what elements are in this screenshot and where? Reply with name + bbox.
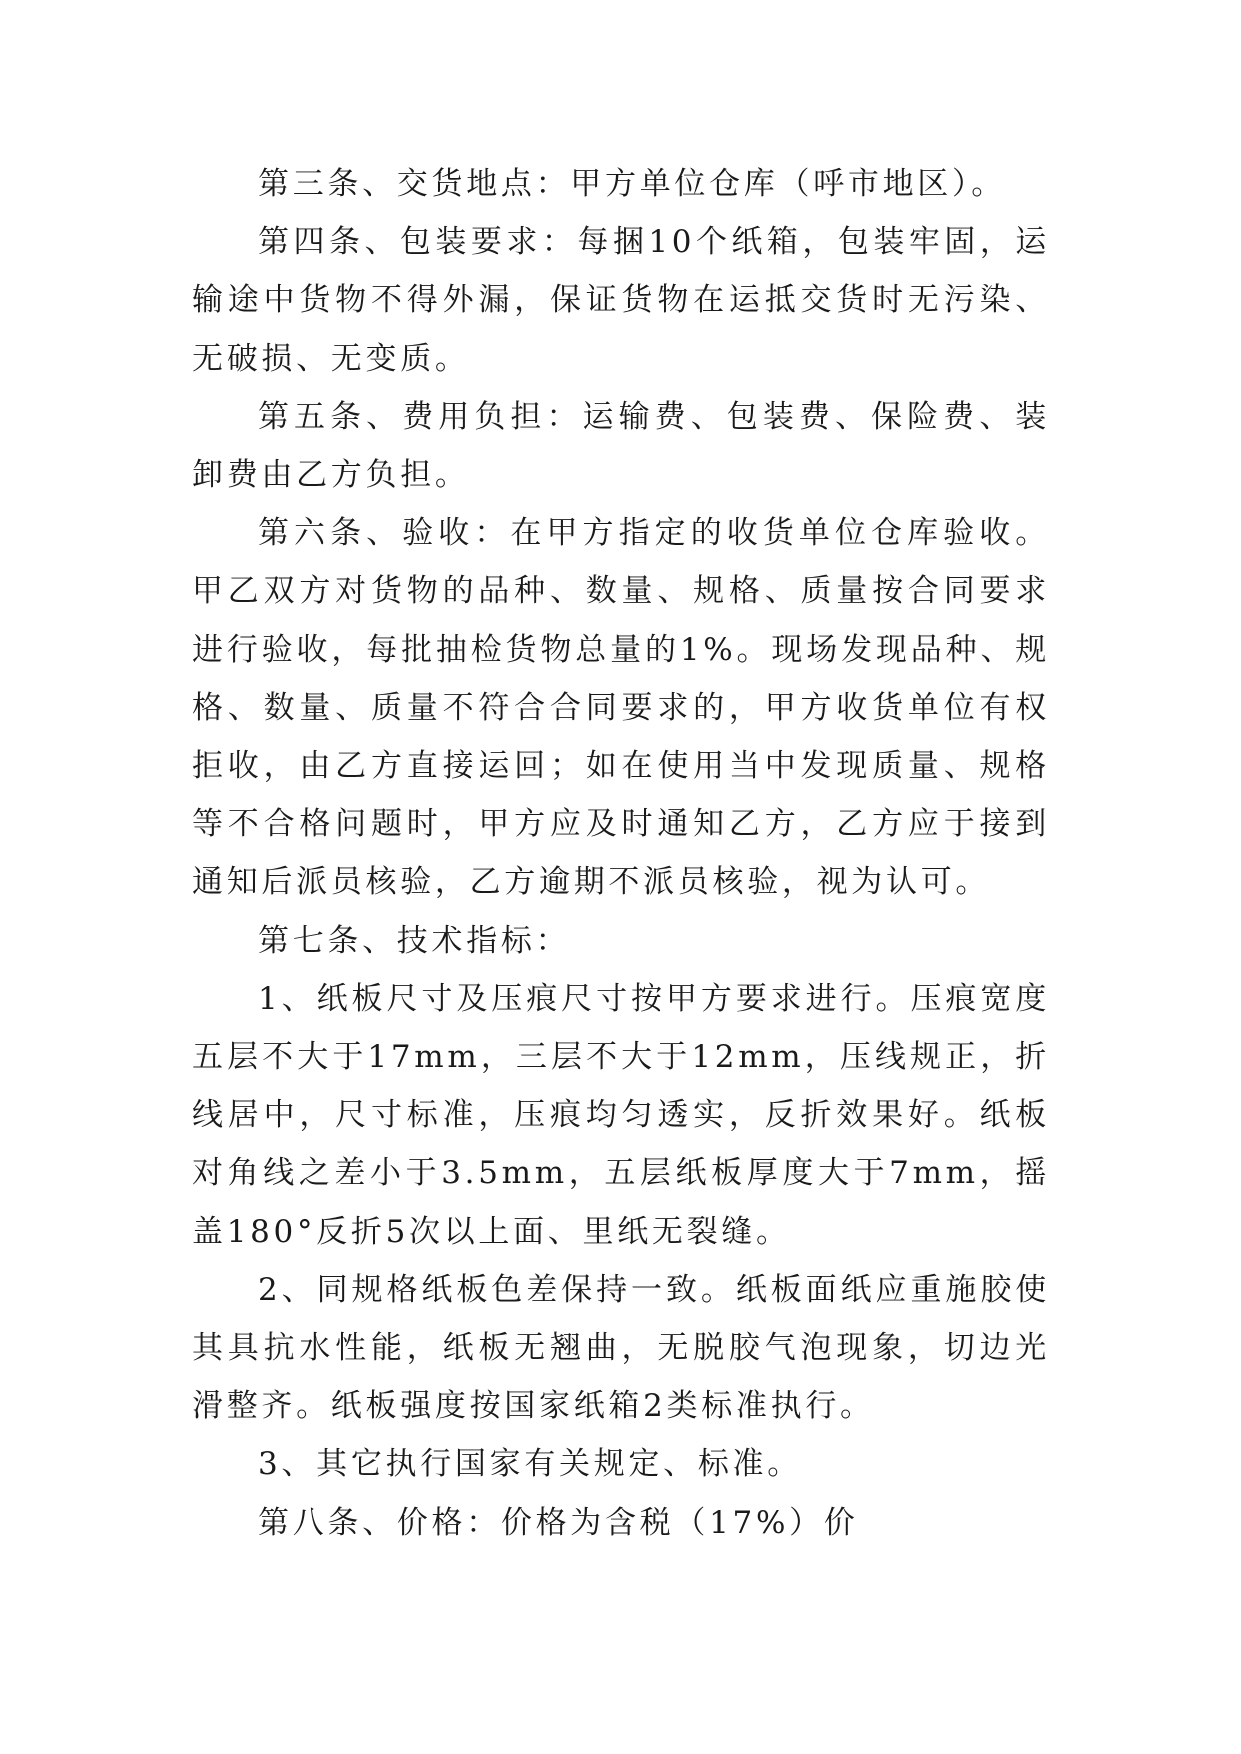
clause-7-technical-heading: 第七条、技术指标： <box>258 922 571 959</box>
clause-6-acceptance: 第六条、验收：在甲方指定的收货单位仓库验收。甲乙双方对货物的品种、数量、规格、质量按合同要求进行验收，每批抽检货物总量的1%。现场发现品种、规格、数量、质量不符合合同要求的，甲方收货单位有权拒收，由乙方直接运回；如在使用当中发现质量、规格等不合格问题时，甲方应及时通知乙方，乙方应于接到通知后派员核验，乙方逾期不派员核验，视为认可。 <box>192 515 1050 901</box>
clause-3-delivery-location: 第三条、交货地点：甲方单位仓库（呼市地区）。 <box>258 166 1006 202</box>
clause-8-price: 第八条、价格：价格为含税（17%）价 <box>258 1504 859 1541</box>
clause-4-packaging: 第四条、包装要求：每捆10个纸箱，包装牢固，运输途中货物不得外漏，保证货物在运抵交货时无污染、无破损、无变质。 <box>192 224 1050 377</box>
clause-7-item-2: 2、同规格纸板色差保持一致。纸板面纸应重施胶使其具抗水性能，纸板无翘曲，无脱胶气泡现象，切边光滑整齐。纸板强度按国家纸箱2类标准执行。 <box>192 1271 1050 1425</box>
clause-5-costs: 第五条、费用负担：运输费、包装费、保险费、装卸费由乙方负担。 <box>192 398 1050 494</box>
clause-7-item-1: 1、纸板尺寸及压痕尺寸按甲方要求进行。压痕宽度五层不大于17mm，三层不大于12mm，压线规正，折线居中，尺寸标准，压痕均匀透实，反折效果好。纸板对角线之差小于3.5mm，五层纸板厚度大于7mm，摇盖180°反折5次以上面、里纸无裂缝。 <box>192 980 1050 1250</box>
document-page <box>192 155 1050 1552</box>
clause-7-item-3: 3、其它执行国家有关规定、标准。 <box>258 1446 802 1483</box>
